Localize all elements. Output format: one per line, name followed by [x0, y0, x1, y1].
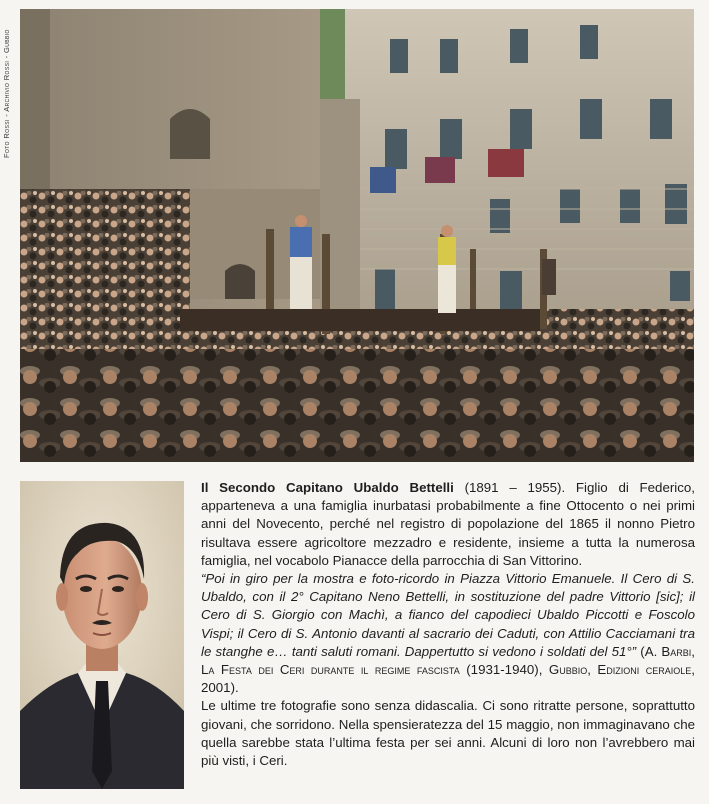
ubaldo-bettelli-portrait	[20, 481, 184, 789]
citation-title: La Festa dei Ceri durante il regime fascista	[201, 662, 460, 678]
caption-bio: Figlio di Federico, apparteneva a una famiglia inurbatasi probabilmente a fine Ottocento o nei primi anni del Novecento, perché nel registro di popolazione del 1865 il nonno Pietro risultava essere agricoltore mezzadro e residente, insieme a tutta la numerosa famiglia, nel vocabolo Pianacce della parrocchia di San Vittorino.	[201, 480, 695, 568]
crowd-photo-illustration	[20, 9, 694, 462]
caption-dates: (1891 – 1955).	[464, 480, 566, 495]
portrait-illustration	[20, 481, 184, 789]
festival-crowd-photo	[20, 9, 694, 462]
citation-years: (1931-1940),	[466, 662, 543, 678]
caption-bio-paragraph	[201, 479, 695, 570]
caption-title: Il Secondo Capitano Ubaldo Bettelli	[201, 480, 454, 495]
citation-publisher: Gubbio, Edizioni ceraiole, 2001).	[201, 662, 695, 696]
caption-closing-paragraph: Le ultime tre fotografie sono senza didascalia. Ci sono ritratte persone, soprattutto giovani, che sorridono. Nella spensieratezza del 15 maggio, non immaginavano che quella sarebbe stata l’ultima festa per sei anni. Alcuni di loro non l’avrebbero mai più visti, i Ceri.	[201, 698, 695, 769]
citation-author: (A. Barbi,	[640, 643, 695, 659]
caption-quote: “Poi in giro per la mostra e foto-ricordo in Piazza Vittorio Emanuele. Il Cero di S. Ubaldo, con il 2° Capitano Neno Bettelli, in sostituzione del padre Vittorio [sic]; il Cero di S. Giorgio con Machì, a fianco del capodieci Ubaldo Piccotti e Foscolo Vispi; il Cero di S. Antonio davanti al sacrario dei Caduti, con Attilio Cacciamani tra le stanghe e… tanti saluti romani. Dappertutto si vedono i soldati del 51°”	[201, 571, 695, 659]
caption-quote-paragraph	[201, 570, 695, 697]
caption-text	[201, 479, 695, 770]
photo-credit: Foto Rossi - Archivio Rossi - Gubbio	[2, 29, 11, 158]
